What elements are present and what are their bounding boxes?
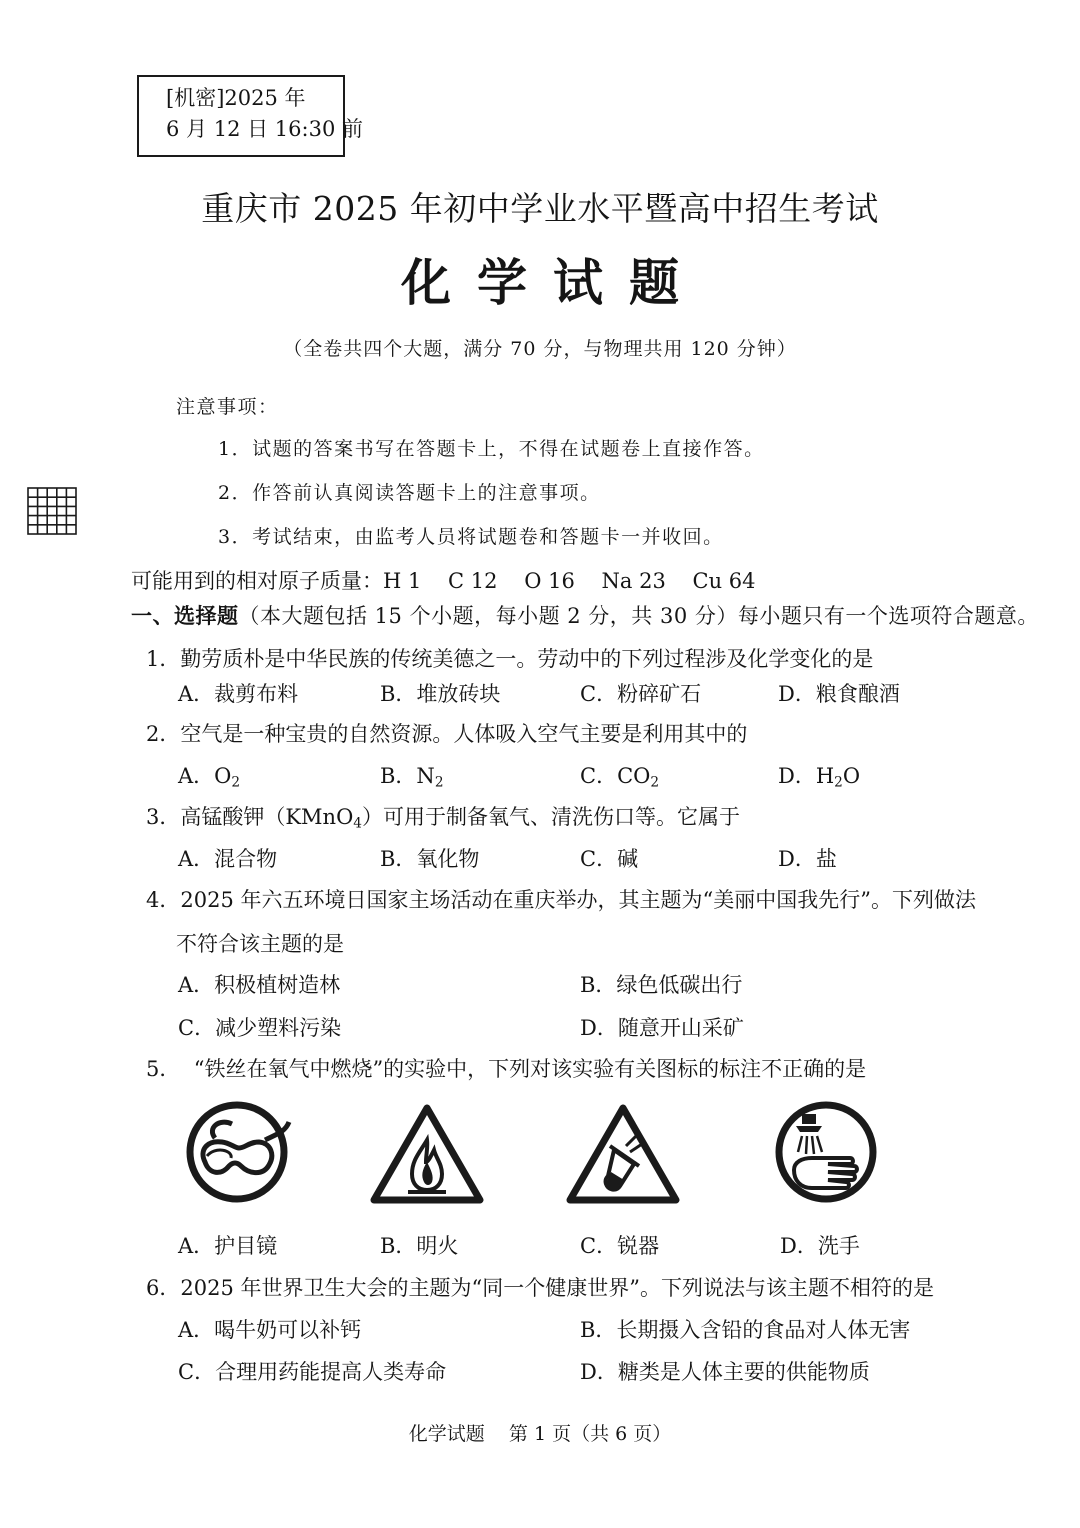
question-1-option-d: D．粮食酿酒	[778, 682, 900, 706]
exam-title: 重庆市 2025 年初中学业水平暨高中招生考试	[201, 189, 879, 228]
confidential-line-2: 6 月 12 日 16:30 前	[166, 117, 363, 141]
question-6-option-b: B．长期摄入含铅的食品对人体无害	[580, 1318, 911, 1342]
notice-item-1: 1．试题的答案书写在答题卡上，不得在试题卷上直接作答。	[218, 438, 765, 460]
subject-title: 化学试题	[401, 253, 705, 312]
question-1-option-b: B．堆放砖块	[380, 682, 501, 706]
sharp-object-icon	[564, 1102, 682, 1206]
question-5-option-c: C．锐器	[580, 1234, 660, 1258]
question-3-option-c: C．碱	[580, 847, 639, 871]
notice-item-2: 2．作答前认真阅读答题卡上的注意事项。	[218, 482, 601, 504]
question-1-option-c: C．粉碎矿石	[580, 682, 702, 706]
question-1-stem: 1．勤劳质朴是中华民族的传统美德之一。劳动中的下列过程涉及化学变化的是	[146, 647, 874, 671]
question-6-option-a: A．喝牛奶可以补钙	[178, 1318, 362, 1342]
question-5-option-b: B．明火	[380, 1234, 459, 1258]
exam-info: （全卷共四个大题，满分 70 分，与物理共用 120 分钟）	[283, 338, 797, 360]
confidential-box	[137, 75, 363, 157]
question-3-option-b: B．氧化物	[380, 847, 480, 871]
section-1-desc: （本大题包括 15 个小题，每小题 2 分，共 30 分）每小题只有一个选项符合题意。	[238, 604, 1039, 628]
hand-washing-icon	[766, 1100, 886, 1204]
goggles-icon	[177, 1100, 297, 1204]
question-2-option-a: A．$O_2$	[178, 764, 241, 791]
question-4-option-b: B．绿色低碳出行	[580, 973, 743, 997]
section-1-title: 一、选择题	[131, 603, 239, 628]
question-4-option-c: C．减少塑料污染	[178, 1016, 342, 1040]
confidential-line-1: [机密]2025 年	[166, 86, 306, 110]
grid-icon	[27, 487, 77, 535]
question-3-stem: 3．高锰酸钾（KMnO$_4$）可用于制备氧气、清洗伤口等。它属于	[146, 805, 740, 832]
question-5-option-d: D．洗手	[780, 1234, 860, 1258]
question-2-stem: 2．空气是一种宝贵的自然资源。人体吸入空气主要是利用其中的	[146, 722, 748, 746]
question-2-option-b: B．$N_2$	[380, 764, 444, 791]
question-4-stem-line-1: 4．2025 年六五环境日国家主场活动在重庆举办，其主题为“美丽中国我先行”。下列做法	[146, 888, 976, 912]
notice-item-3: 3．考试结束，由监考人员将试题卷和答题卡一并收回。	[218, 526, 724, 548]
question-4-option-a: A．积极植树造林	[178, 973, 341, 997]
question-3-option-d: D．盐	[778, 847, 837, 871]
question-2-option-c: C．$CO_2$	[580, 764, 660, 791]
open-flame-icon	[368, 1102, 486, 1206]
question-3-option-a: A．混合物	[178, 847, 278, 871]
question-6-option-c: C．合理用药能提高人类寿命	[178, 1360, 447, 1384]
question-2-option-d: D．$H_2O$	[778, 764, 861, 791]
atomic-masses: 可能用到的相对原子质量：H 1 C 12 O 16 Na 23 Cu 64	[131, 569, 756, 593]
notice-heading: 注意事项：	[176, 396, 279, 418]
question-1-option-a: A．裁剪布料	[178, 682, 299, 706]
question-4-stem-line-2: 不符合该主题的是	[176, 932, 344, 956]
question-5-stem: 5． “铁丝在氧气中燃烧”的实验中，下列对该实验有关图标的标注不正确的是	[146, 1057, 867, 1081]
question-6-stem: 6．2025 年世界卫生大会的主题为“同一个健康世界”。下列说法与该主题不相符的是	[146, 1276, 934, 1300]
section-1-heading	[131, 600, 1039, 630]
question-6-option-d: D．糖类是人体主要的供能物质	[580, 1360, 870, 1384]
page-footer: 化学试题 第 1 页（共 6 页）	[408, 1423, 672, 1445]
question-5-option-a: A．护目镜	[178, 1234, 278, 1258]
question-4-option-d: D．随意开山采矿	[580, 1016, 744, 1040]
